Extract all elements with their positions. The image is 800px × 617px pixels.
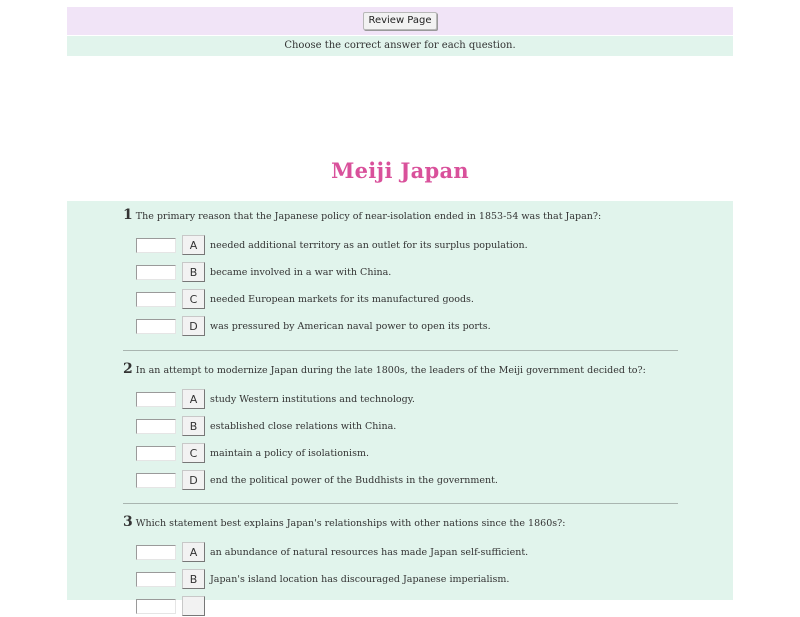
question-2 [123,361,678,377]
option-text: Japan's island location has discouraged Japanese imperialism. [210,573,510,585]
question-number: 2 [123,361,133,377]
option-text: maintain a policy of isolationism. [210,447,369,459]
option-text: needed European markets for its manufactured goods. [210,293,474,305]
option-2d [136,469,498,491]
answer-input[interactable] [136,265,176,280]
question-header [123,514,678,530]
option-3b [136,568,509,590]
answer-input[interactable] [136,572,176,587]
option-b-button[interactable]: B [182,569,205,589]
question-header [123,361,678,377]
answer-input[interactable] [136,545,176,560]
review-page-button[interactable]: Review Page [363,12,436,30]
option-text: study Western institutions and technology. [210,393,415,405]
option-text: an abundance of natural resources has made Japan self-sufficient. [210,546,529,558]
option-1a [136,234,528,256]
option-3c [136,595,205,617]
option-a-button[interactable]: A [182,389,205,409]
answer-input[interactable] [136,319,176,334]
question-divider [123,350,678,351]
answer-input[interactable] [136,238,176,253]
option-a-button[interactable]: A [182,542,205,562]
question-text: In an attempt to modernize Japan during the late 1800s, the leaders of the Meiji government decided to?: [135,365,646,376]
option-c-button[interactable]: C [182,289,205,309]
answer-input[interactable] [136,292,176,307]
option-b-button[interactable]: B [182,416,205,436]
question-1 [123,207,678,223]
option-text: end the political power of the Buddhists in the government. [210,474,498,486]
answer-input[interactable] [136,473,176,488]
option-text: established close relations with China. [210,420,397,432]
instructions-text: Choose the correct answer for each question. [67,36,733,56]
toolbar [67,7,733,35]
quiz-container [67,201,733,600]
option-c-button[interactable]: C [182,443,205,463]
option-text: was pressured by American naval power to open its ports. [210,320,491,332]
question-header [123,207,678,223]
answer-input[interactable] [136,392,176,407]
option-1c [136,288,474,310]
option-text: needed additional territory as an outlet for its surplus population. [210,239,528,251]
option-2c [136,442,369,464]
option-d-button[interactable]: D [182,470,205,490]
option-c-button[interactable] [182,596,205,616]
answer-input[interactable] [136,599,176,614]
answer-input[interactable] [136,419,176,434]
question-number: 3 [123,514,133,530]
option-2b [136,415,396,437]
option-2a [136,388,415,410]
answer-input[interactable] [136,446,176,461]
question-divider [123,503,678,504]
question-3 [123,514,678,530]
option-text: became involved in a war with China. [210,266,392,278]
option-1d [136,315,491,337]
option-d-button[interactable]: D [182,316,205,336]
question-number: 1 [123,207,133,223]
option-1b [136,261,391,283]
option-a-button[interactable]: A [182,235,205,255]
option-3a [136,541,528,563]
option-b-button[interactable]: B [182,262,205,282]
question-text: The primary reason that the Japanese policy of near-isolation ended in 1853-54 was that Japan?: [135,211,602,222]
page-title: Meiji Japan [331,158,469,183]
question-text: Which statement best explains Japan's relationships with other nations since the 1860s?: [135,518,566,529]
